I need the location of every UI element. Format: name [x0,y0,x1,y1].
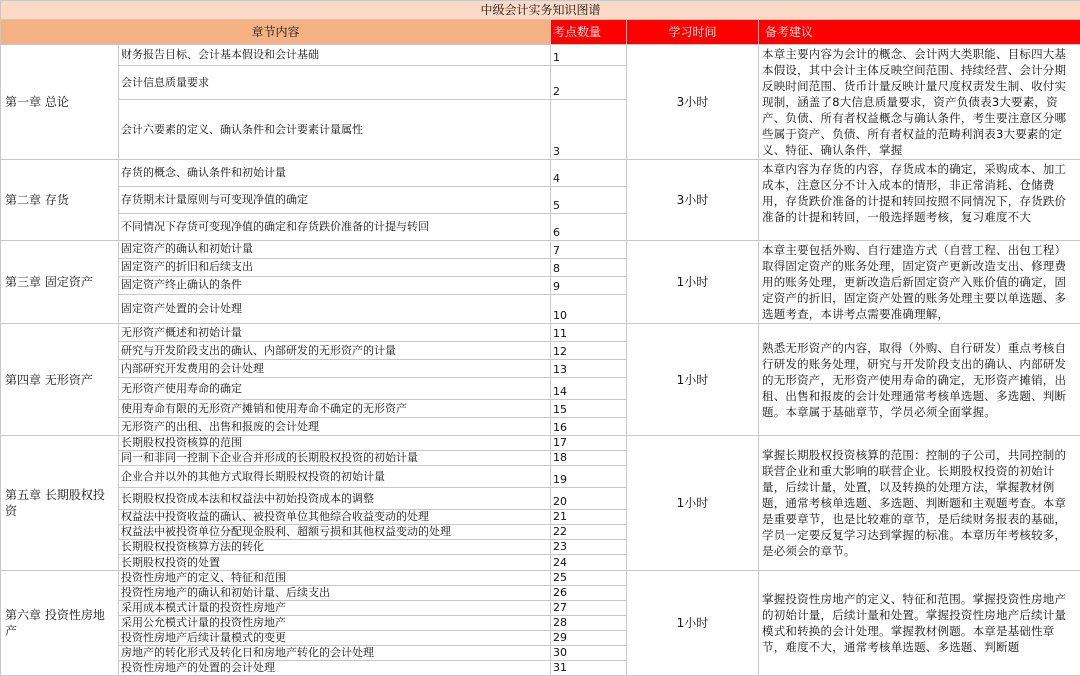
topic-cell: 无形资产使用寿命的确定 [119,378,551,400]
chapter-name: 第五章 长期股权投资 [1,436,119,571]
topic-cell: 长期股权投资的处置 [119,555,551,571]
topic-number: 18 [551,451,627,466]
topic-number: 31 [551,661,627,676]
topic-number: 3 [551,100,627,160]
chapter-name: 第四章 无形资产 [1,324,119,436]
topic-number: 5 [551,187,627,214]
study-suggestion: 本章主要内容为会计的概念、会计两大类职能、目标四大基本假设，其中会计主体反映空间范围、持续经营、会计分期反映时间范围、货币计量反映计量尺度权责发生制、收付实现制，涵盖了8大信息质量要求，资产负债表3大要素，资产、负债、所有者权益概念与确认条件，考生要注意区分哪些属于资产、负债、所有者权益的范畴利润表3大要素的定义、特征、确认条件，掌握 [759,45,1080,160]
topic-number: 8 [551,258,627,276]
topic-number: 29 [551,631,627,646]
table-row [1,324,1080,342]
topic-cell: 无形资产概述和初始计量 [119,324,551,342]
topic-number: 14 [551,378,627,400]
header-chapter-content: 章节内容 [1,20,551,45]
topic-cell: 权益法中被投资单位分配现金股利、超额亏损和其他权益变动的处理 [119,525,551,540]
topic-cell: 存货的概念、确认条件和初始计量 [119,160,551,187]
topic-cell: 不同情况下存货可变现净值的确定和存货跌价准备的计提与转回 [119,214,551,241]
topic-number: 21 [551,510,627,525]
topic-cell: 采用成本模式计量的投资性房地产 [119,601,551,616]
topic-cell: 内部研究开发费用的会计处理 [119,360,551,378]
study-time: 3小时 [627,45,759,160]
topic-cell: 权益法中投资收益的确认、被投资单位其他综合收益变动的处理 [119,510,551,525]
topic-cell: 长期股权投资核算的范围 [119,436,551,451]
topic-number: 27 [551,601,627,616]
topic-number: 26 [551,586,627,601]
topic-number: 20 [551,488,627,510]
topic-number: 11 [551,324,627,342]
study-time: 1小时 [627,571,759,676]
topic-cell: 同一和非同一控制下企业合并形成的长期股权投资的初始计量 [119,451,551,466]
topic-number: 23 [551,540,627,555]
study-time: 1小时 [627,241,759,324]
header-count: 考点数量 [551,20,627,45]
study-suggestion: 掌握长期股权投资核算的范围：控制的子公司，共同控制的联营企业和重大影响的联营企业。长期股权投资的初始计量，后续计量，处置，以及转换的处理方法，掌握教材例题，通常考核单选题、多选题、判断题和主观题考查。本章是重要章节，也是比较难的章节，是后续财务报表的基础，学员一定要反复学习达到掌握的标准。本章历年考核较多，是必须会的章节。 [759,436,1080,571]
topic-cell: 固定资产终止确认的条件 [119,276,551,294]
topic-cell: 长期股权投资成本法和权益法中初始投资成本的调整 [119,488,551,510]
topic-cell: 投资性房地产的确认和初始计量、后续支出 [119,586,551,601]
topic-cell: 长期股权投资核算方法的转化 [119,540,551,555]
chapter-name: 第二章 存货 [1,160,119,241]
study-suggestion: 掌握投资性房地产的定义、特征和范围。掌握投资性房地产的初始计量，后续计量和处置。掌握投资性房地产后续计量模式和转换的会计处理。掌握教材例题。本章是基础性章节，难度不大，通常考核单选题、多选题、判断题 [759,571,1080,676]
chapter-name: 第一章 总论 [1,45,119,160]
table-row [1,45,1080,66]
header-suggestion: 备考建议 [759,20,1080,45]
topic-number: 2 [551,66,627,100]
topic-number: 24 [551,555,627,571]
topic-number: 10 [551,294,627,323]
study-suggestion: 熟悉无形资产的内容，取得（外购、自行研发）重点考核自行研发的账务处理，研究与开发阶段支出的确认、内部研发的无形资产，无形资产使用寿命的确定，无形资产摊销，出租、出售和报废的会计处理通常考核单选题、多选题、判断题。本章属于基础章节，学员必须全面掌握。 [759,324,1080,436]
table-row [1,160,1080,187]
topic-number: 15 [551,400,627,418]
topic-number: 9 [551,276,627,294]
topic-cell: 企业合并以外的其他方式取得长期股权投资的初始计量 [119,466,551,488]
topic-cell: 会计六要素的定义、确认条件和会计要素计量属性 [119,100,551,160]
topic-number: 6 [551,214,627,241]
topic-cell: 投资性房地产的处置的会计处理 [119,661,551,676]
topic-number: 12 [551,342,627,360]
topic-cell: 会计信息质量要求 [119,66,551,100]
chapter-name: 第六章 投资性房地产 [1,571,119,676]
chapter-name: 第三章 固定资产 [1,241,119,324]
topic-number: 30 [551,646,627,661]
topic-cell: 存货期末计量原则与可变现净值的确定 [119,187,551,214]
topic-cell: 无形资产的出租、出售和报废的会计处理 [119,418,551,436]
topic-cell: 研究与开发阶段支出的确认、内部研发的无形资产的计量 [119,342,551,360]
topic-number: 1 [551,45,627,66]
topic-cell: 财务报告目标、会计基本假设和会计基础 [119,45,551,66]
topic-number: 25 [551,571,627,586]
study-time: 1小时 [627,324,759,436]
study-suggestion: 本章主要包括外购、自行建造方式（自营工程、出包工程）取得固定资产的账务处理，固定资产更新改造支出、修理费用的账务处理，更新改造后新固定资产入账价值的确定，固定资产的折旧，固定资产处置的账务处理主要以单选题、多选题考查，本讲考点需要准确理解， [759,241,1080,324]
topic-cell: 房地产的转化形式及转化日和房地产转化的会计处理 [119,646,551,661]
topic-cell: 投资性房地产后续计量模式的变更 [119,631,551,646]
topic-cell: 采用公允模式计量的投资性房地产 [119,616,551,631]
table-row [1,241,1080,259]
topic-number: 7 [551,241,627,259]
topic-number: 19 [551,466,627,488]
topic-cell: 固定资产的确认和初始计量 [119,241,551,259]
topic-number: 28 [551,616,627,631]
topic-number: 17 [551,436,627,451]
study-time: 3小时 [627,160,759,241]
study-time: 1小时 [627,436,759,571]
topic-cell: 投资性房地产的定义、特征和范围 [119,571,551,586]
table-row [1,571,1080,586]
topic-number: 16 [551,418,627,436]
topic-number: 4 [551,160,627,187]
topic-cell: 固定资产处置的会计处理 [119,294,551,323]
topic-cell: 固定资产的折旧和后续支出 [119,258,551,276]
topic-cell: 使用寿命有限的无形资产摊销和使用寿命不确定的无形资产 [119,400,551,418]
table-row [1,436,1080,451]
study-suggestion: 本章内容为存货的内容，存货成本的确定，采购成本、加工成本，注意区分不计入成本的情形，非正常消耗、仓储费用，存货跌价准备的计提和转回按照不同情况下，存货跌价准备的计提和转回，一般选择题考核，复习难度不大 [759,160,1080,241]
topic-number: 13 [551,360,627,378]
header-time: 学习时间 [627,20,759,45]
table-title: 中级会计实务知识图谱 [1,1,1080,20]
topic-number: 22 [551,525,627,540]
